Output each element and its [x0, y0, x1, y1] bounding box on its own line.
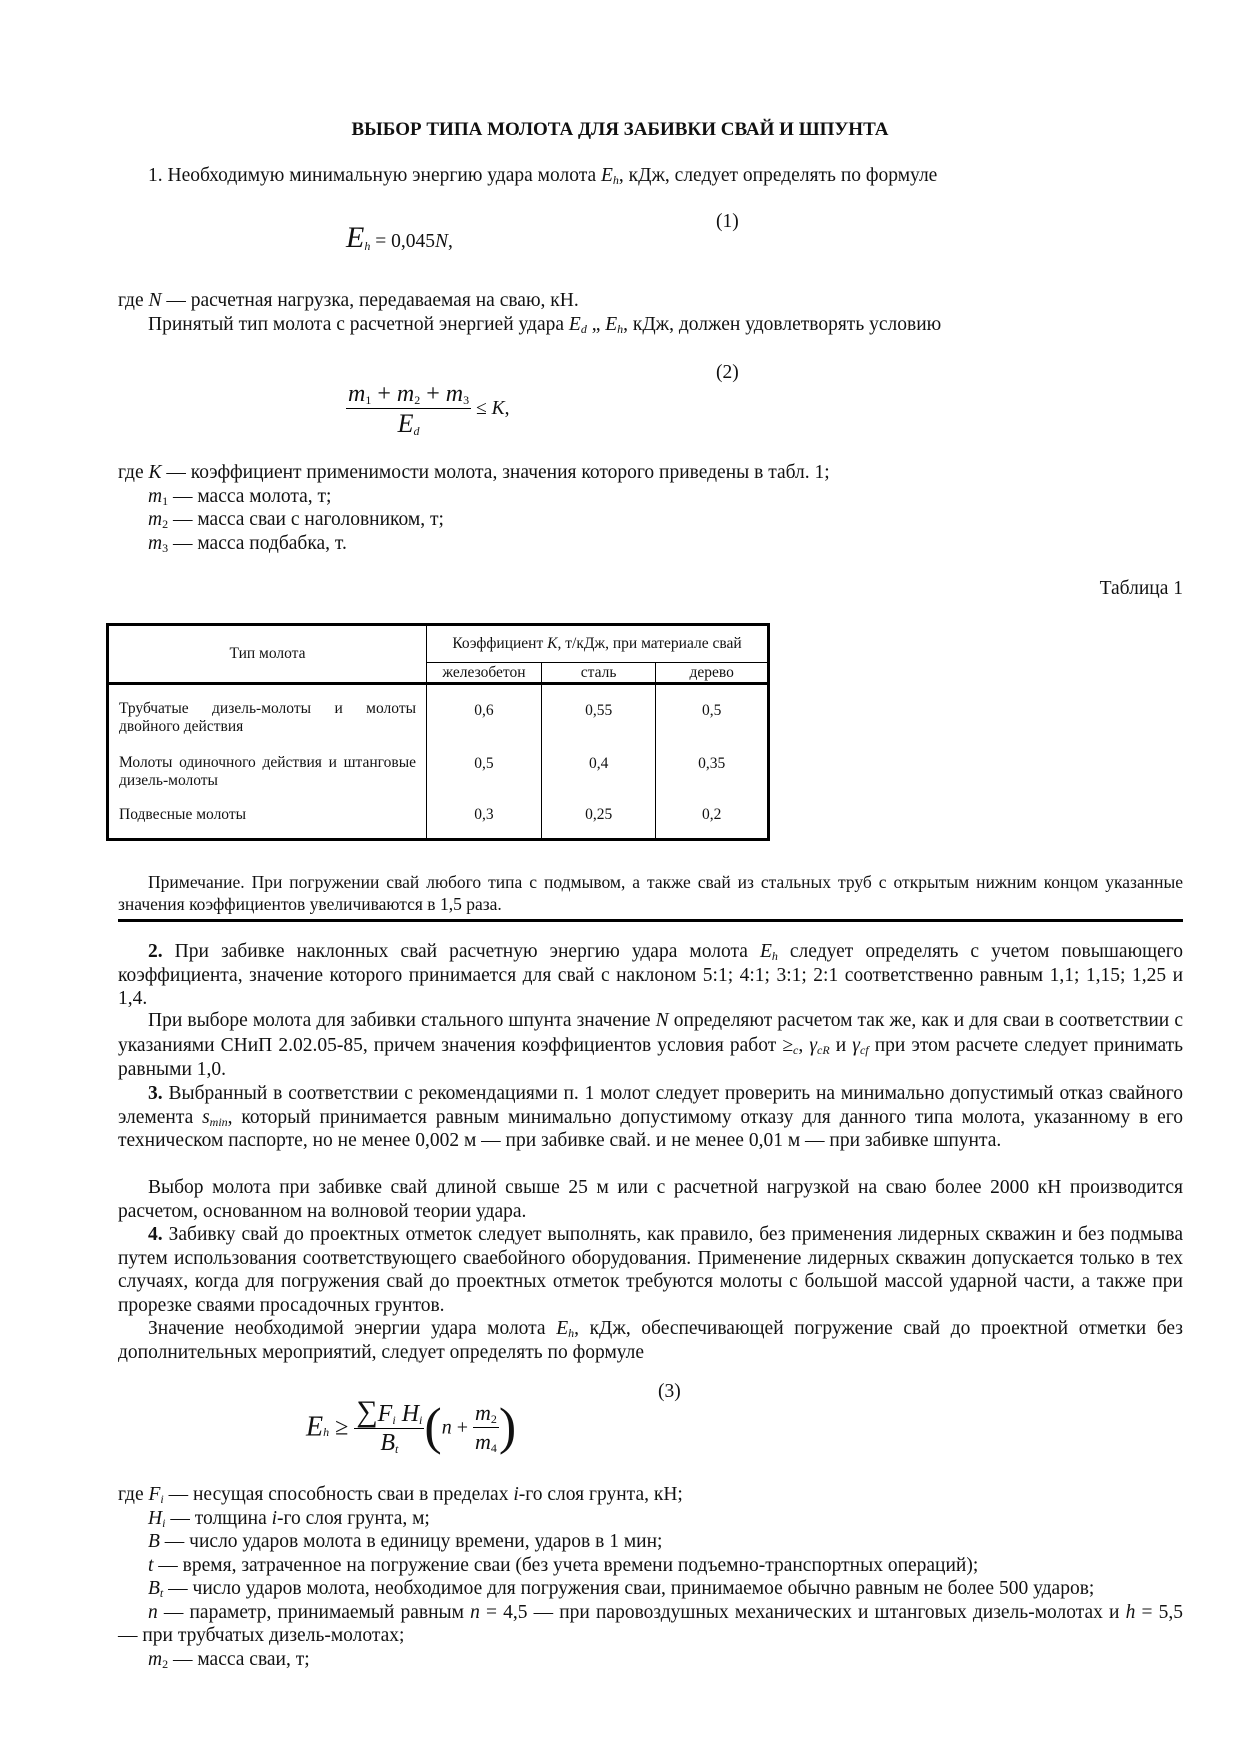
paragraph-section-3: 3. Выбранный в соответствии с рекомендациями п. 1 молот следует проверить на минимально допустимый отказ свайного элемента $s_{min}$, который принимается равным минимально допустимому отказу для данного типа молота, указанному в его техническом паспорте, но не менее 0,002 м — при забивке свай. и не менее 0,01 м — при забивке шпунта. [118, 1083, 1183, 1151]
value-cell: 0,4 [541, 738, 655, 792]
paragraph-wave-theory: Выбор молота при забивке свай длиной свыше 25 м или с расчетной нагрузкой на сваю более 2000 кН производится расчетом, основанном на волновой теории удара. [118, 1177, 1183, 1222]
header-coefficient-group: Коэффициент K, т/кДж, при материале свай [427, 625, 769, 663]
paragraph-energy: Значение необходимой энергии удара молота $E_h$, кДж, обеспечивающей погружение свай до проектной отметки без дополнительных мероприятий, следует определять по формуле [118, 1318, 1183, 1363]
equation-number-2: (2) [716, 362, 739, 383]
value-cell: 0,35 [656, 738, 769, 792]
value-cell: 0,6 [427, 684, 542, 738]
where-n: где N — расчетная нагрузка, передаваемая на сваю, кН. [118, 290, 579, 311]
page-title: ВЫБОР ТИПА МОЛОТА ДЛЯ ЗАБИВКИ СВАЙ И ШПУНТА [351, 119, 889, 140]
value-cell: 0,25 [541, 792, 655, 840]
equation-number-3: (3) [658, 1381, 681, 1402]
paragraph-1: 1. Необходимую минимальную энергию удара молота $E_h$, кДж, следует определять по формуле [148, 165, 938, 187]
hammer-type-cell: Трубчатые дизель-молоты и молоты двойного действия [108, 684, 427, 738]
hammer-coefficient-table [106, 623, 770, 841]
table-row [108, 792, 769, 840]
paragraph-section-2: 2. При забивке наклонных свай расчетную энергию удара молота $E_h$ следует определять с учетом повышающего коэффициента, значение которого принимается для свай с наклоном 5:1; 4:1; 3:1; 2:1 соответственно равным 1,1; 1,15; 1,25 и 1,4. [118, 941, 1184, 1009]
formula-1: $E_h = 0,045N$, [346, 221, 453, 254]
paragraph-sheet-pile: При выборе молота для забивки стального шпунта значение N определяют расчетом так же, как и для сваи в соответствии с указаниями СНиП 2.02.05-85, причем значения коэффициентов условия работ $\ge_c$, $\gamma_{cR}$ и $\gamma_{cf}$ при этом расчете следует принимать равными 1,0. [118, 1010, 1184, 1080]
formula-2-fraction: $\frac{m_1 + m_2 + m_3}{E_d}$ [348, 381, 470, 438]
table-note: Примечание. При погружении свай любого типа с подмывом, а также свай из стальных труб с открытым нижним концом указанные значения коэффициентов увеличиваются в 1,5 раза. [118, 872, 1183, 914]
table-row [108, 738, 769, 792]
header-material: дерево [656, 663, 769, 684]
header-hammer-type: Тип молота [108, 625, 427, 684]
value-cell: 0,3 [427, 792, 542, 840]
table-row [108, 684, 769, 738]
value-cell: 0,55 [541, 684, 655, 738]
value-cell: 0,5 [656, 684, 769, 738]
hammer-type-cell: Подвесные молоты [108, 792, 427, 840]
where-k: где K — коэффициент применимости молота, значения которого приведены в табл. 1; $m_1$ — масса молота, т; $m_2$ — масса сваи с наголовником, т; $m_3$ — масса подбабка, т. [118, 462, 830, 555]
equation-number-1: (1) [716, 211, 739, 232]
where-f: где $F_i$ — несущая способность сваи в пределах i-го слоя грунта, кН; $H_i$ — толщина i-го слоя грунта, м; B — число ударов молота в единицу времени, ударов в 1 мин; t — время, затраченное на погружение сваи (без учета времени подъемно-транспортных операций); $B_t$ — число ударов молота, необходимое для погружения сваи, принимаемое обычно равным не более 500 ударов; n — параметр, принимаемый равным n = 4,5 — при паровоздушных механических и штанговых дизель-молотах и h = 5,5 — при трубчатых дизель-молотах; $m_2$ — масса сваи, т; [118, 1484, 1183, 1671]
paragraph-2: Принятый тип молота с расчетной энергией удара $E_d$ „ $E_h$, кДж, должен удовлетворять условию [148, 314, 942, 336]
header-material: сталь [541, 663, 655, 684]
paragraph-section-4: 4. Забивку свай до проектных отметок следует выполнять, как правило, без применения лидерных скважин и без подмыва путем использования соответствующего сваебойного оборудования. Применение лидерных скважин допускается только в тех случаях, когда для погружения свай до проектных отметок требуются молоты с большой массой ударной части, а также при прорезке сваями просадочных грунтов. [118, 1224, 1183, 1316]
value-cell: 0,2 [656, 792, 769, 840]
formula-3: $E_h$ ≥ $\frac{\sum F_i H_i}{B_t}$ (n + $\frac{m_2}{m_4}$ ) [306, 1395, 517, 1456]
hammer-type-cell: Молоты одиночного действия и штанговые дизель-молоты [108, 738, 427, 792]
formula-2: $\frac{m_1 + m_2 + m_3}{E_d}$ ≤ K, [348, 381, 510, 438]
table-label: Таблица 1 [1099, 578, 1183, 599]
section-divider [118, 919, 1183, 922]
header-material: железобетон [427, 663, 542, 684]
value-cell: 0,5 [427, 738, 542, 792]
